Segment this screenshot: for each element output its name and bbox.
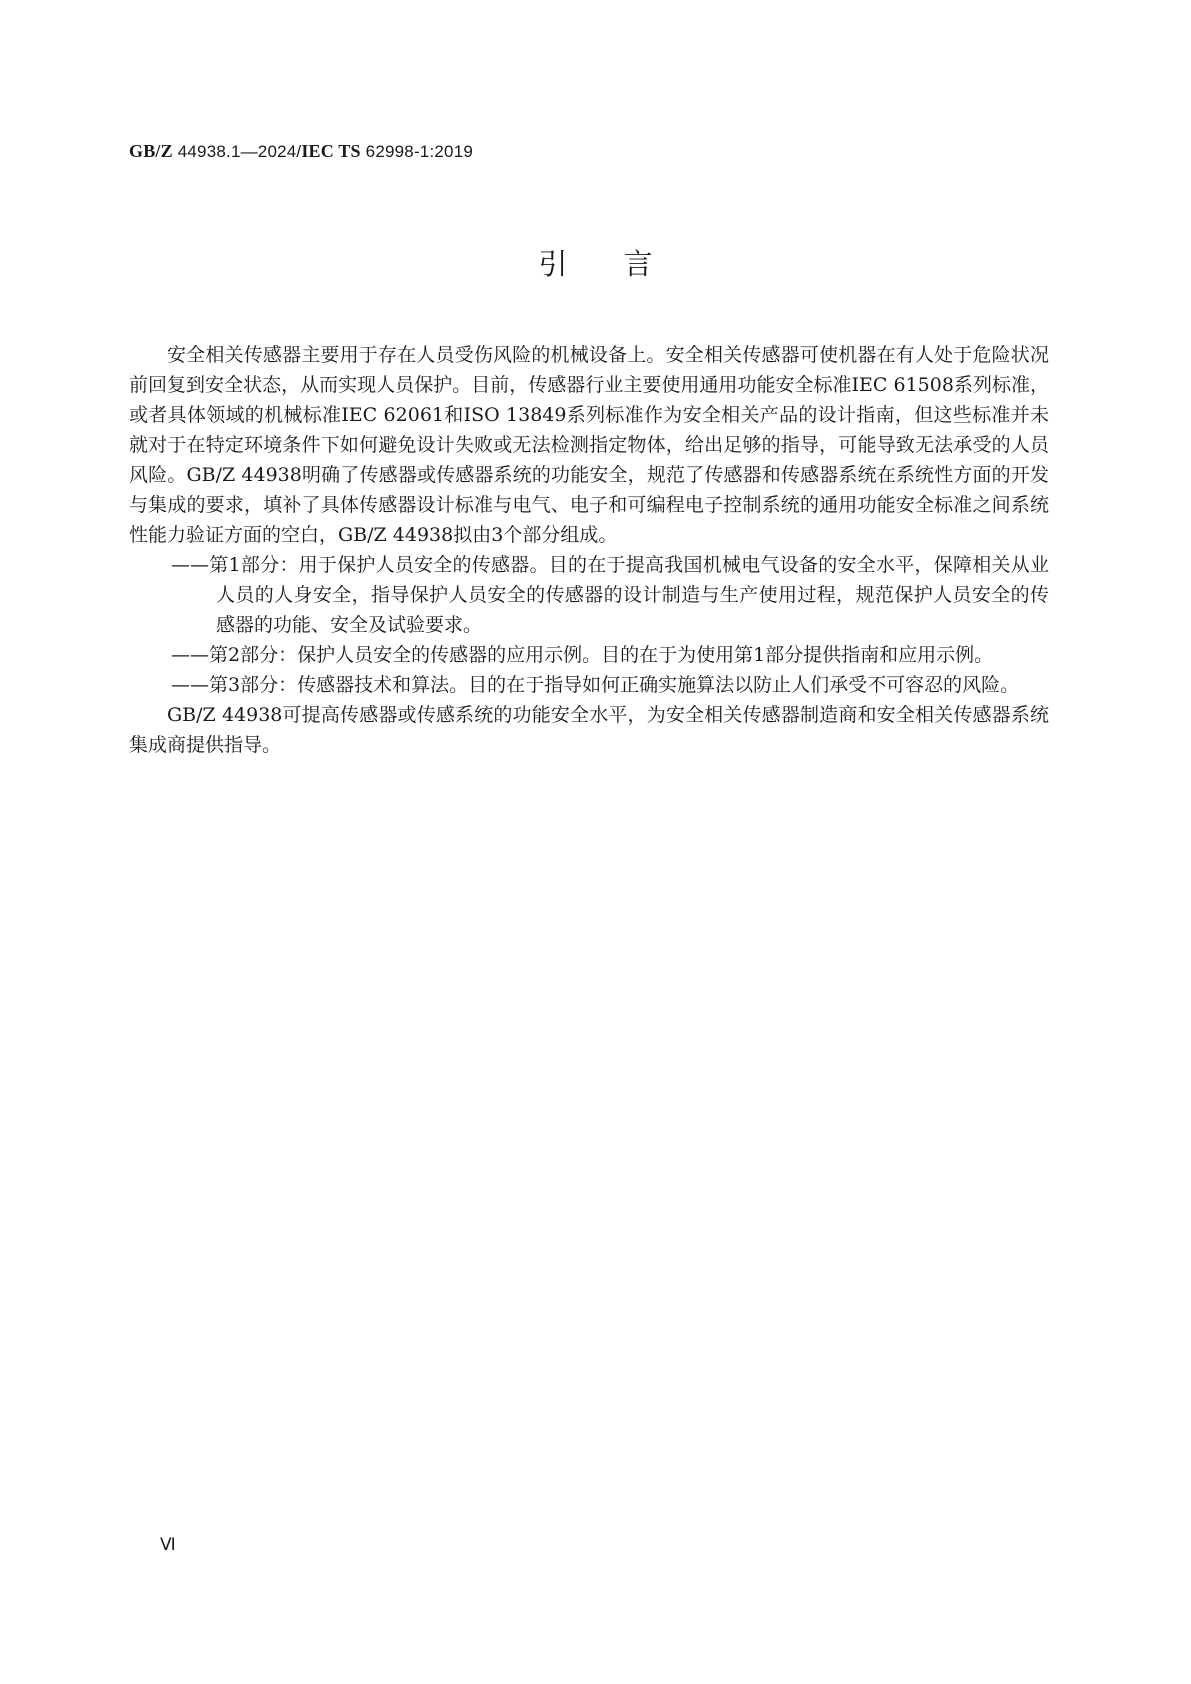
header-code-part-3: IEC TS: [301, 141, 361, 161]
part-1-item: ——第1部分：用于保护人员安全的传感器。目的在于提高我国机械电气设备的安全水平，保障相关从业人员的人身安全，指导保护人员安全的传感器的设计制造与生产使用过程，规范保护人员安全的传感器的功能、安全及试验要求。: [171, 554, 1049, 636]
intro-paragraph: 安全相关传感器主要用于存在人员受伤风险的机械设备上。安全相关传感器可使机器在有人处于危险状况前回复到安全状态，从而实现人员保护。目前，传感器行业主要使用通用功能安全标准IEC 61508系列标准，或者具体领域的机械标准IEC 62061和ISO 13849系列标准作为安全相关产品的设计指南，但这些标准并未就对于在特定环境条件下如何避免设计失败或无法检测指定物体，给出足够的指导，可能导致无法承受的人员风险。GB/Z 44938明确了传感器或传感器系统的功能安全，规范了传感器和传感器系统在系统性方面的开发与集成的要求，填补了具体传感器设计标准与电气、电子和可编程电子控制系统的通用功能安全标准之间系统性能力验证方面的空白，GB/Z 44938拟由3个部分组成。: [129, 344, 1049, 546]
part-2-item: ——第2部分：保护人员安全的传感器的应用示例。目的在于为使用第1部分提供指南和应用示例。: [171, 644, 994, 666]
part-3-item: ——第3部分：传感器技术和算法。目的在于指导如何正确实施算法以防止人们承受不可容忍的风险。: [171, 674, 1020, 696]
section-title: 引言: [538, 247, 709, 281]
introduction-body: [129, 340, 1049, 760]
header-code-part-1: GB/Z: [129, 141, 173, 161]
document-code-header: [129, 141, 473, 162]
page-number: Ⅵ: [160, 1535, 176, 1554]
header-code-part-2: 44938.1—2024/: [172, 142, 302, 161]
header-code-part-4: 62998-1:2019: [360, 142, 474, 161]
closing-paragraph: GB/Z 44938可提高传感器或传感系统的功能安全水平，为安全相关传感器制造商和安全相关传感器系统集成商提供指导。: [129, 704, 1049, 756]
